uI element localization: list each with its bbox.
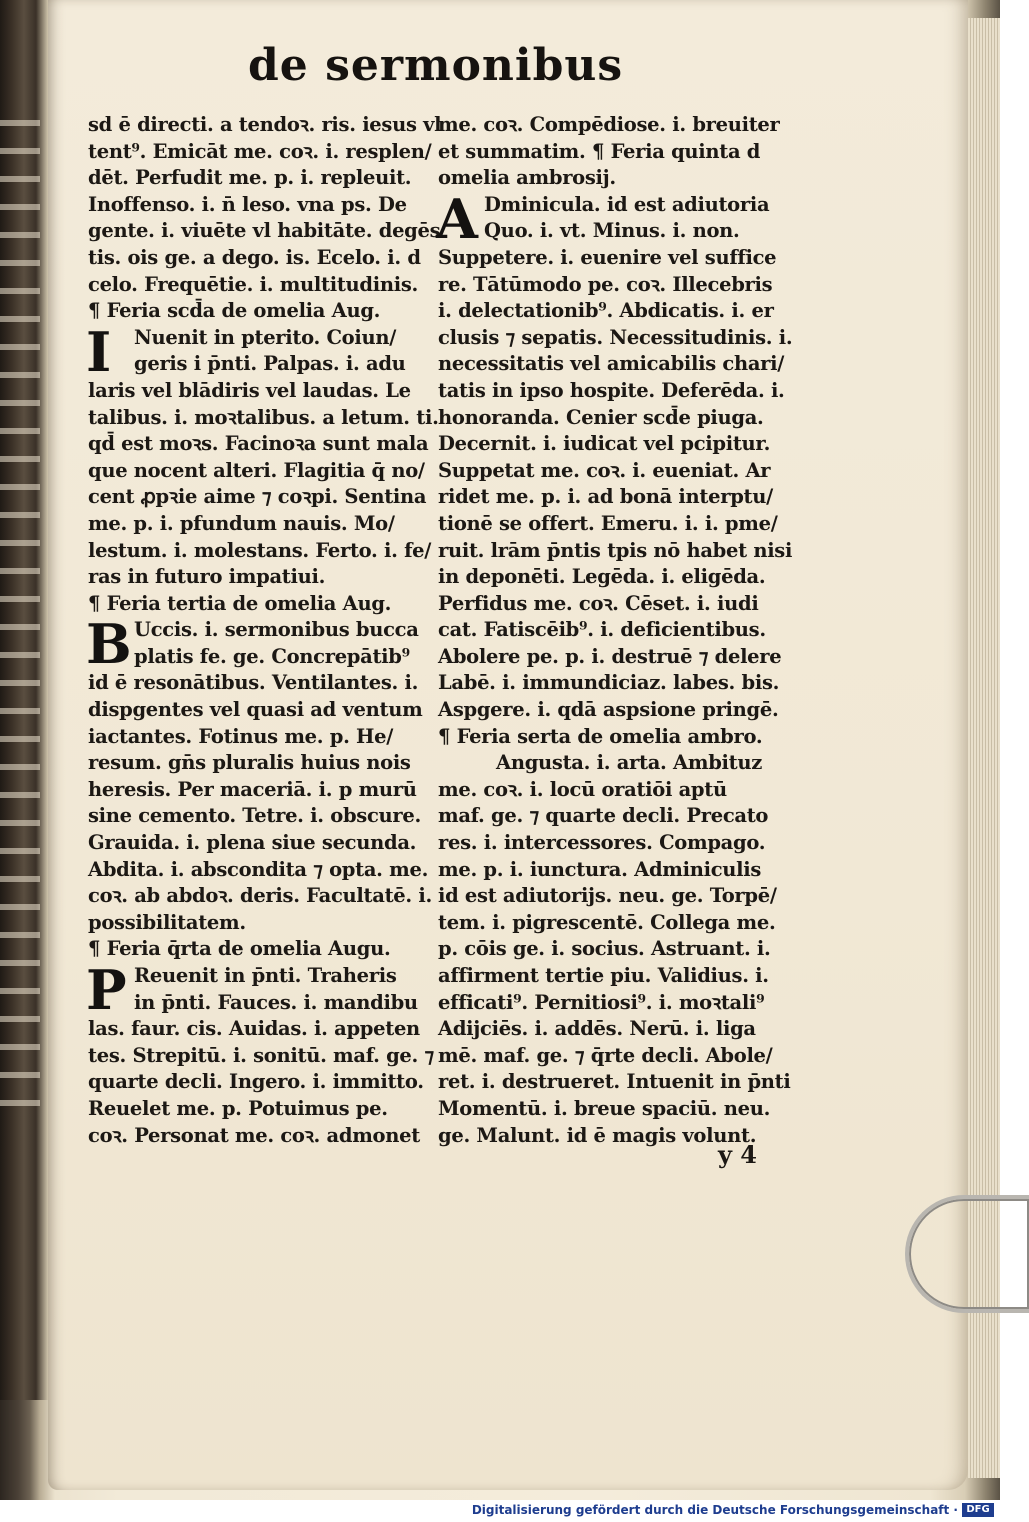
text-line: [88, 139, 433, 166]
text-line: [88, 165, 433, 192]
text-line: [438, 1016, 783, 1043]
text-line-content: dēt. Perfudit me. p. i. repleuit.: [88, 166, 412, 190]
text-line: [438, 591, 783, 618]
text-line: [438, 272, 783, 299]
text-line-content: ge. Malunt. id ē magis volunt.: [438, 1123, 757, 1147]
text-line: [88, 298, 433, 325]
text-line-content: sd ē directi. a tendoꝛ. ris. iesus vl: [88, 113, 442, 136]
text-line-content: Abolere pe. p. i. destruē ⁊ delere: [438, 644, 782, 668]
text-line: [88, 697, 433, 724]
text-line: [438, 617, 783, 644]
text-line-content: necessitatis vel amicabilis chari/: [438, 352, 785, 376]
decorated-initial: B: [86, 612, 132, 677]
text-line-content: me. p. i. pfundum nauis. Mo/: [88, 511, 395, 535]
text-line-content: Abdita. i. abscondita ⁊ opta. me.: [88, 857, 429, 881]
text-line: [438, 112, 783, 139]
text-line-content: gente. i. viuēte vl habitāte. degēs: [88, 219, 441, 243]
text-line: [438, 484, 783, 511]
text-line-content: quarte decli. Ingero. i. immitto.: [88, 1070, 424, 1094]
text-line: [438, 750, 783, 777]
text-line-content: me. coꝛ. i. locū oratiōi aptū: [438, 777, 727, 801]
text-line-content: cent ꝓpꝛie aime ⁊ coꝛpi. Sentina: [88, 485, 427, 509]
text-line: [438, 564, 783, 591]
text-line-content: p. cōis ge. i. socius. Astruant. i.: [438, 937, 771, 961]
text-line: [438, 325, 793, 352]
text-line: [438, 936, 783, 963]
text-line-content: que nocent alteri. Flagitia q̄ no/: [88, 458, 425, 482]
text-line: [88, 803, 433, 830]
decorated-initial: A: [436, 186, 478, 251]
text-line-content: ret. i. destrueret. Intuenit in p̄nti: [438, 1070, 791, 1094]
text-line-content: tent⁹. Emicāt me. coꝛ. i. resplen/: [88, 139, 432, 163]
text-line-content: ¶ Feria tertia de omelia Aug.: [88, 591, 392, 615]
text-line: [438, 803, 783, 830]
facing-page-text-strip: [0, 120, 40, 1120]
text-line-content: qd̄ est moꝛs. Facinoꝛa sunt mala: [88, 432, 429, 456]
right-column: [436, 112, 793, 1149]
text-line-content: Nuenit in pterito. Coiun/: [134, 325, 397, 349]
text-line-content: Aspgere. i. qdā aspsione pringē.: [438, 698, 779, 722]
text-line-content: mē. maf. ge. ⁊ q̄rte decli. Abole/: [438, 1043, 773, 1067]
text-line-content: tes. Strepitū. i. sonitū. maf. ge. ⁊: [88, 1043, 434, 1067]
text-line-content: ruit. lrām p̄ntis tpis nō habet nisi: [438, 538, 793, 562]
text-line: [88, 564, 433, 591]
text-line: [88, 112, 442, 139]
text-line-content: affirment tertie piu. Validius. i.: [438, 964, 769, 987]
text-line: [88, 777, 433, 804]
text-line-content: re. Tātūmodo pe. coꝛ. Illecebris: [438, 272, 773, 296]
text-line: [438, 1069, 791, 1096]
text-line-content: id est adiutorijs. neu. ge. Torpē/: [438, 884, 777, 908]
text-line-content: ¶ Feria q̄rta de omelia Augu.: [88, 937, 391, 961]
text-line: [438, 990, 783, 1017]
running-head: de sermonibus: [248, 40, 624, 91]
text-line-content: Reuelet me. p. Potuimus pe.: [88, 1096, 388, 1120]
text-line: [88, 378, 433, 405]
text-line-content: res. i. intercessores. Compago.: [438, 831, 766, 855]
text-line: [438, 830, 783, 857]
text-line: [438, 511, 783, 538]
text-line-content: Decernit. i. iudicat vel pcipitur.: [438, 432, 771, 456]
text-line-content: maf. ge. ⁊ quarte decli. Precato: [438, 804, 769, 828]
text-line-content: Uccis. i. sermonibus bucca: [134, 618, 419, 642]
text-line-content: in p̄nti. Fauces. i. mandibu: [134, 990, 418, 1014]
funding-credit: Digitalisierung gefördert durch die Deutsche Forschungsgemeinschaft ·: [471, 1503, 958, 1517]
text-line: [438, 963, 783, 990]
text-line-content: Quo. i. vt. Minus. i. non.: [484, 219, 740, 243]
text-line: [438, 910, 783, 937]
text-line-content: resum. gn̄s pluralis huius nois: [88, 751, 411, 775]
text-line-content: iactantes. Fotinus me. p. He/: [88, 724, 394, 748]
text-line-content: ¶ Feria scd̄a de omelia Aug.: [88, 299, 381, 323]
text-line: [88, 883, 433, 910]
text-line: [438, 538, 793, 565]
text-line: [88, 990, 433, 1017]
text-line-content: possibilitatem.: [88, 910, 246, 934]
text-line: [88, 351, 433, 378]
text-line-content: efficati⁹. Pernitiosi⁹. i. moꝛtali⁹: [438, 990, 765, 1014]
text-line-content: Reuenit in p̄nti. Traheris: [134, 964, 397, 987]
text-line: [438, 405, 783, 432]
text-line-content: cat. Fatiscēib⁹. i. deficientibus.: [438, 618, 766, 642]
text-line-content: dispgentes vel quasi ad ventum: [88, 698, 423, 722]
text-line-content: ¶ Feria serta de omelia ambro.: [438, 724, 763, 748]
text-line: [438, 777, 783, 804]
text-line: [438, 245, 783, 272]
text-line-content: coꝛ. Personat me. coꝛ. admonet: [88, 1123, 420, 1147]
text-line-content: me. coꝛ. Compēdiose. i. breuiter: [438, 113, 780, 136]
text-line: [88, 1016, 433, 1043]
text-line-content: coꝛ. ab abdoꝛ. deris. Facultatē. i.: [88, 884, 432, 908]
text-line-content: tatis in ipso hospite. Deferēda. i.: [438, 378, 785, 402]
text-line: [438, 218, 783, 245]
text-line: [438, 378, 783, 405]
text-line: [88, 218, 441, 245]
text-line: [88, 1069, 433, 1096]
text-line: [88, 644, 433, 671]
text-line: [88, 484, 433, 511]
text-line-content: lestum. i. molestans. Ferto. i. fe/: [88, 538, 432, 562]
signature-mark: y 4: [718, 1140, 757, 1169]
text-line: [438, 670, 783, 697]
text-line: [438, 857, 783, 884]
text-line: [88, 750, 433, 777]
text-line: [438, 431, 783, 458]
text-line-content: et summatim. ¶ Feria quinta d: [438, 139, 761, 163]
text-line: [88, 670, 433, 697]
text-line: [88, 245, 433, 272]
text-line-content: ras in futuro impatiui.: [88, 565, 326, 589]
decorated-initial: I: [86, 319, 111, 384]
text-line-content: honoranda. Cenier scd̄e piuga.: [438, 405, 764, 429]
text-line: [438, 724, 783, 751]
text-line-content: me. p. i. iunctura. Adminiculis: [438, 857, 762, 881]
text-line: [438, 1043, 783, 1070]
text-line: [438, 697, 783, 724]
text-line-content: Angusta. i. arta. Ambituz: [496, 751, 762, 775]
paper-clip: [905, 1195, 1029, 1313]
text-line-content: i. delectationib⁹. Abdicatis. i. er: [438, 299, 774, 323]
text-line-content: geris i p̄nti. Palpas. i. adu: [134, 352, 406, 376]
text-line: [88, 192, 433, 219]
text-line-content: Adijciēs. i. addēs. Nerū. i. liga: [438, 1017, 756, 1041]
text-line-content: Perfidus me. coꝛ. Cēset. i. iudi: [438, 591, 759, 615]
text-line: [88, 910, 433, 937]
dfg-logo: DFG: [962, 1503, 994, 1517]
text-line-content: laris vel blādiris vel laudas. Le: [88, 378, 411, 402]
text-line-content: Suppetat me. coꝛ. i. eueniat. Ar: [438, 458, 771, 482]
text-line: [438, 139, 783, 166]
left-column: [86, 112, 442, 1149]
text-line-content: Inoffenso. i. n̄ leso. vna ps. De: [88, 192, 407, 216]
text-line: [88, 591, 433, 618]
text-line-content: Grauida. i. plena siue secunda.: [88, 831, 417, 855]
text-line: [88, 857, 433, 884]
text-line: [438, 165, 783, 192]
text-line-content: tionē se offert. Emeru. i. i. pme/: [438, 511, 778, 535]
text-line-content: tis. ois ge. a dego. is. Ecelo. i. d: [88, 245, 421, 269]
text-line: [438, 458, 783, 485]
text-line-content: Suppetere. i. euenire vel suffice: [438, 245, 777, 269]
text-line-content: platis fe. ge. Concrepātib⁹: [134, 644, 410, 668]
text-line: [88, 1123, 433, 1150]
text-line: [88, 1043, 433, 1070]
text-line-content: talibus. i. moꝛtalibus. a letum. ti.: [88, 405, 439, 429]
text-line: [438, 298, 783, 325]
text-line: [88, 458, 433, 485]
text-line-content: omelia ambrosij.: [438, 166, 616, 190]
text-line-content: in deponēti. Legēda. i. eligēda.: [438, 565, 766, 589]
text-line: [88, 405, 439, 432]
text-line: [88, 431, 433, 458]
text-line: [438, 644, 783, 671]
text-line: [88, 511, 433, 538]
text-line-content: id ē resonātibus. Ventilantes. i.: [88, 671, 419, 695]
text-line-content: tem. i. pigrescentē. Collega me.: [438, 910, 776, 934]
text-line-content: Dminicula. id est adiutoria: [484, 192, 770, 216]
text-line-content: las. faur. cis. Auidas. i. appeten: [88, 1017, 420, 1041]
text-line-content: clusis ⁊ sepatis. Necessitudinis. i.: [438, 325, 793, 349]
text-line-content: sine cemento. Tetre. i. obscure.: [88, 804, 421, 828]
text-line-content: Momentū. i. breue spaciū. neu.: [438, 1096, 771, 1120]
text-line: [438, 883, 783, 910]
text-line-content: heresis. Per maceriā. i. p murū: [88, 777, 417, 801]
text-line: [88, 724, 433, 751]
text-line: [88, 272, 433, 299]
text-line: [88, 830, 433, 857]
text-line: [438, 351, 783, 378]
text-line-content: Labē. i. immundiciaz. labes. bis.: [438, 671, 780, 695]
text-line: [438, 1096, 783, 1123]
text-line: [88, 1096, 433, 1123]
text-line-content: ridet me. p. i. ad bonā interptu/: [438, 485, 773, 509]
text-line: [88, 538, 433, 565]
text-line-content: celo. Frequētie. i. multitudinis.: [88, 272, 419, 296]
text-line: [88, 936, 433, 963]
decorated-initial: P: [86, 958, 127, 1022]
